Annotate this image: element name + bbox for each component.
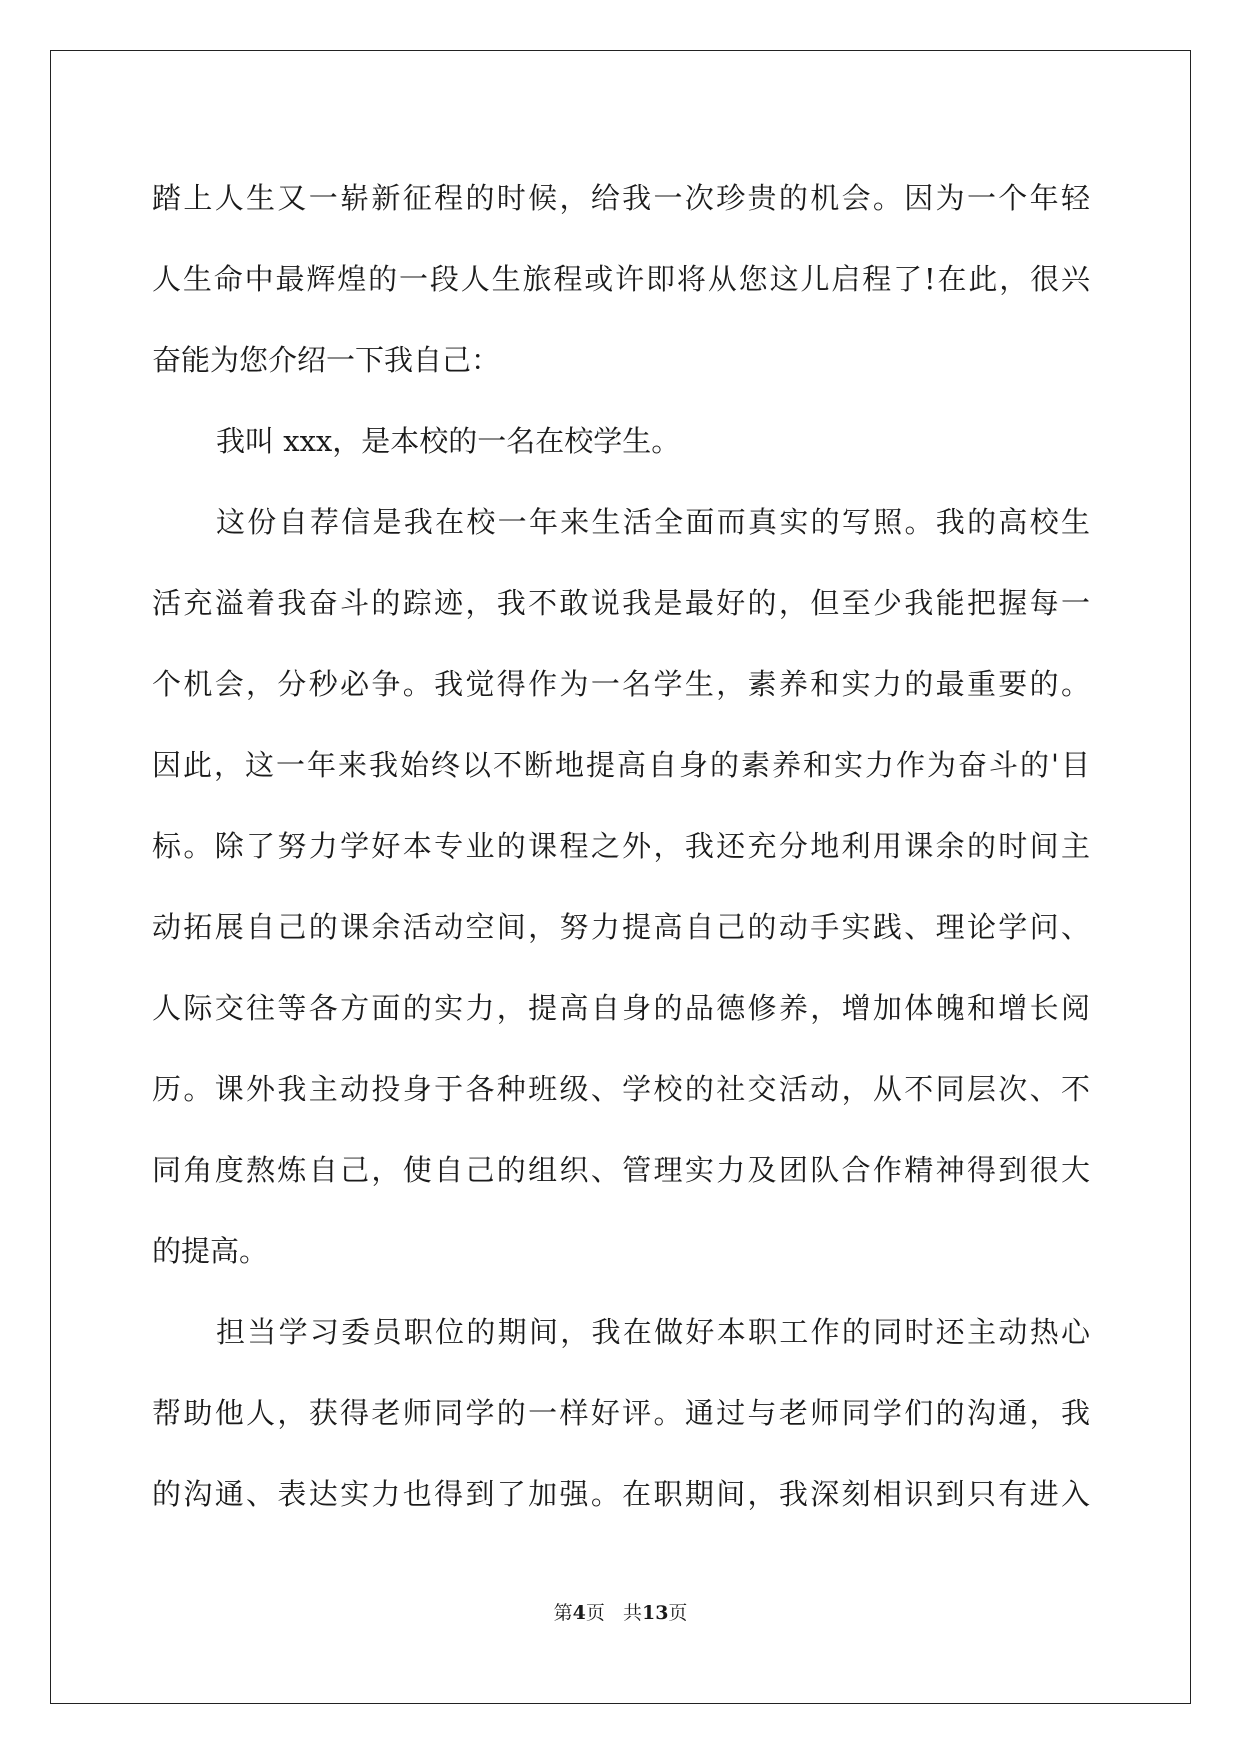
text-line: 动拓展自己的课余活动空间，努力提高自己的动手实践、理论学问、 [152, 910, 1090, 944]
text-line: 活充溢着我奋斗的踪迹，我不敢说我是最好的，但至少我能把握每一 [152, 586, 1090, 620]
text-line: 担当学习委员职位的期间，我在做好本职工作的同时还主动热心 [216, 1315, 1090, 1349]
text-line: 标。除了努力学好本专业的课程之外，我还充分地利用课余的时间主 [152, 829, 1090, 863]
text-line: 帮助他人，获得老师同学的一样好评。通过与老师同学们的沟通，我 [152, 1396, 1090, 1430]
text-line: 人生命中最辉煌的一段人生旅程或许即将从您这儿启程了!在此，很兴 [152, 262, 1090, 296]
footer-total-prefix: 共 [622, 1602, 642, 1624]
text-line: 踏上人生又一崭新征程的时候，给我一次珍贵的机会。因为一个年轻 [152, 181, 1090, 215]
document-body [152, 158, 1090, 1535]
text-line: 我叫 xxx，是本校的一名在校学生。 [216, 424, 681, 458]
text-line: 奋能为您介绍一下我自己： [152, 343, 501, 377]
text-line: 个机会，分秒必争。我觉得作为一名学生，素养和实力的最重要的。 [152, 667, 1090, 701]
text-line: 的提高。 [152, 1234, 269, 1268]
text-line: 这份自荐信是我在校一年来生活全面而真实的写照。我的高校生 [216, 505, 1090, 539]
footer-total-suffix: 页 [668, 1602, 688, 1624]
current-page-number: 4 [572, 1602, 586, 1624]
text-line: 的沟通、表达实力也得到了加强。在职期间，我深刻相识到只有进入 [152, 1477, 1090, 1511]
text-line: 因此，这一年来我始终以不断地提高自身的素养和实力作为奋斗的'目 [152, 748, 1090, 782]
text-line: 人际交往等各方面的实力，提高自身的品德修养，增加体魄和增长阅 [152, 991, 1090, 1025]
page-footer [0, 1598, 1241, 1625]
total-page-number: 13 [641, 1602, 669, 1624]
text-line: 同角度熬炼自己，使自己的组织、管理实力及团队合作精神得到很大 [152, 1153, 1090, 1187]
footer-prefix: 第 [553, 1602, 573, 1624]
footer-page-suffix: 页 [585, 1602, 605, 1624]
text-line: 历。课外我主动投身于各种班级、学校的社交活动，从不同层次、不 [152, 1072, 1090, 1106]
